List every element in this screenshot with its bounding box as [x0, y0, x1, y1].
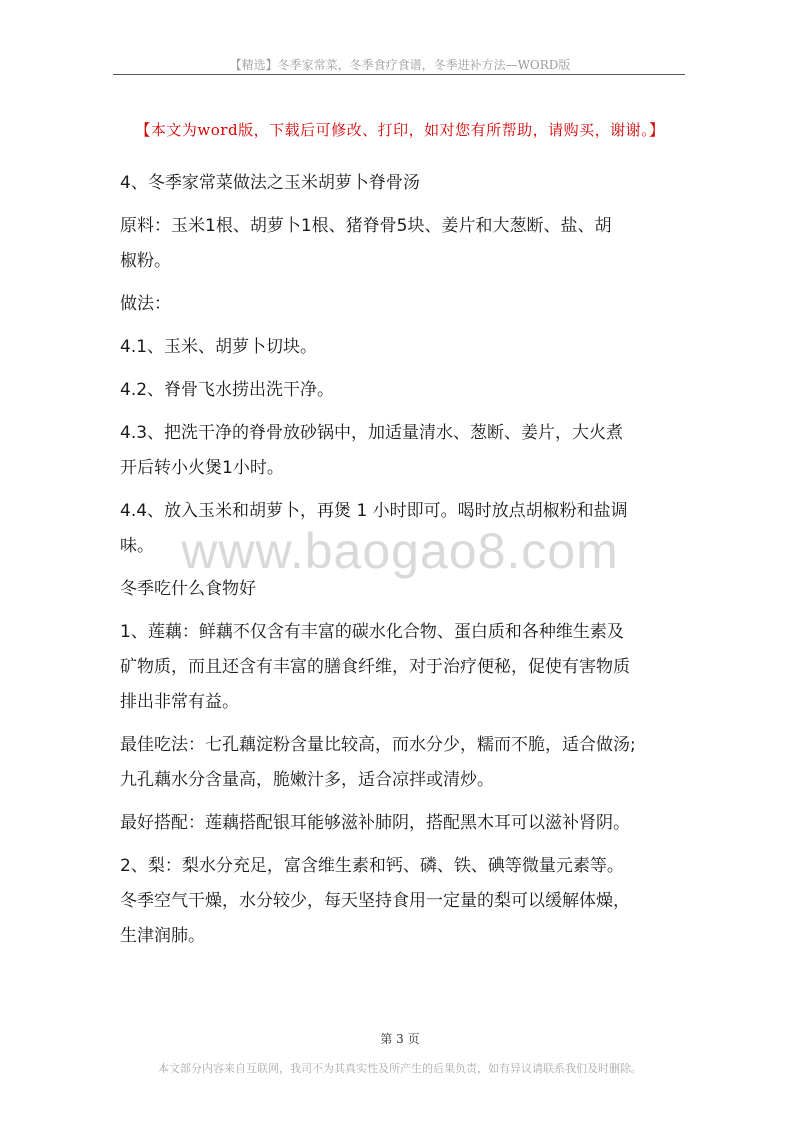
text-line: 排出非常有益。: [120, 692, 239, 712]
paragraph: [120, 330, 686, 365]
text-line: 矿物质，而且还含有丰富的膳食纤维，对于治疗便秘，促使有害物质: [120, 657, 630, 677]
paragraph: [120, 209, 686, 279]
paragraph: [120, 615, 686, 720]
text-line: 冬季吃什么食物好: [120, 579, 256, 599]
text-line: 4.4、放入玉米和胡萝卜，再煲 1 小时即可。喝时放点胡椒粉和盐调: [120, 501, 628, 521]
text-line: 4.1、玉米、胡萝卜切块。: [120, 337, 318, 357]
paragraph: [120, 416, 686, 486]
text-line: 椒粉。: [120, 251, 171, 271]
paragraph: [120, 287, 686, 322]
text-line: 最佳吃法：七孔藕淀粉含量比较高，而水分少，糯而不脆，适合做汤;: [120, 735, 636, 755]
watermark: www.baogao8.com: [181, 523, 619, 579]
document-body: [120, 166, 686, 962]
text-line: 生津润肺。: [120, 926, 205, 946]
text-line: 4.2、脊骨飞水捞出洗干净。: [120, 380, 335, 400]
text-line: 原料：玉米1根、胡萝卜1根、猪脊骨5块、姜片和大葱断、盐、胡: [120, 216, 612, 236]
text-line: 冬季空气干燥，水分较少，每天坚持食用一定量的梨可以缓解体燥，: [120, 891, 630, 911]
paragraph: [120, 849, 686, 954]
header-divider: [113, 74, 685, 75]
text-line: 最好搭配：莲藕搭配银耳能够滋补肺阴，搭配黑木耳可以滋补肾阴。: [120, 813, 630, 833]
text-line: 开后转小火煲1小时。: [120, 458, 284, 478]
download-notice: 【本文为word版，下载后可修改、打印，如对您有所帮助，请购买，谢谢。】: [135, 121, 665, 139]
page-header: 【精选】冬季家常菜，冬季食疗食谱，冬季进补方法—WORD版: [229, 58, 571, 72]
paragraph: [120, 166, 686, 201]
text-line: 2、梨：梨水分充足，富含维生素和钙、磷、铁、碘等微量元素等。: [120, 856, 624, 876]
paragraph: [120, 806, 686, 841]
text-line: 4、冬季家常菜做法之玉米胡萝卜脊骨汤: [120, 173, 420, 193]
page-footer: 本文部分内容来自互联网，我司不为其真实性及所产生的后果负责，如有异议请联系我们及时删除。: [158, 1062, 642, 1075]
text-line: 九孔藕水分含量高，脆嫩汁多，适合凉拌或清炒。: [120, 770, 494, 790]
paragraph: [120, 373, 686, 408]
text-line: 1、莲藕：鲜藕不仅含有丰富的碳水化合物、蛋白质和各种维生素及: [120, 622, 624, 642]
page-number: 第 3 页: [380, 1032, 420, 1046]
text-line: 4.3、把洗干净的脊骨放砂锅中，加适量清水、葱断、姜片，大火煮: [120, 423, 624, 443]
text-line: 味。: [120, 536, 154, 556]
paragraph: [120, 572, 686, 607]
paragraph: [120, 728, 686, 798]
text-line: 做法：: [120, 294, 171, 314]
paragraph: [120, 494, 686, 564]
